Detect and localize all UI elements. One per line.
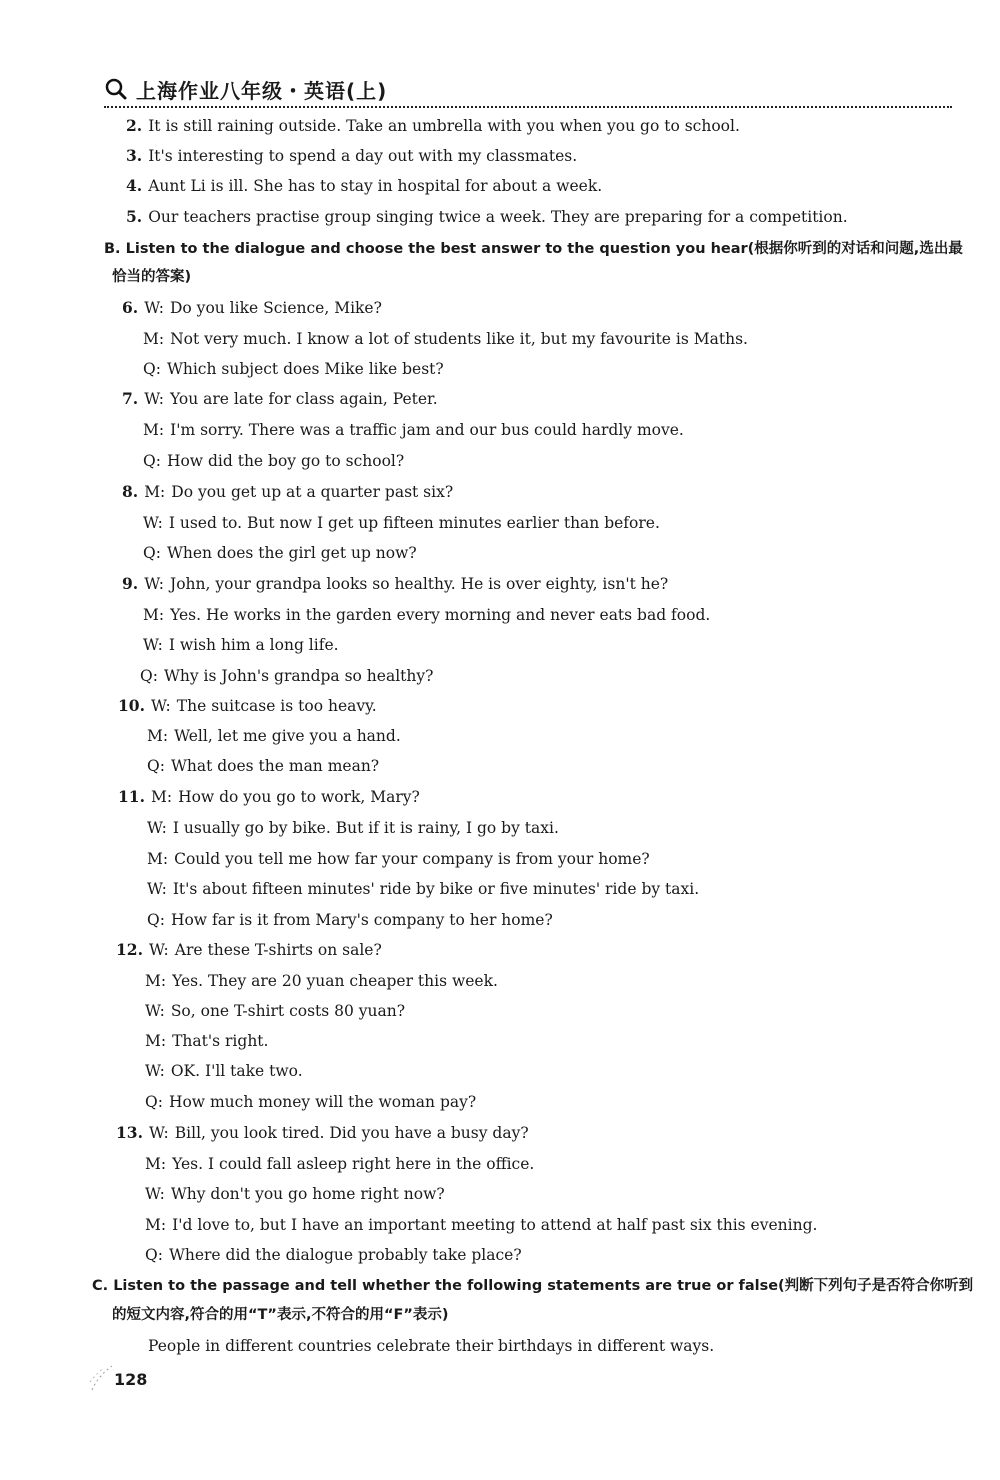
line-text: You are late for class again, Peter. xyxy=(170,390,438,408)
text-line xyxy=(145,1244,522,1266)
speaker-label: W: xyxy=(148,941,169,959)
item-number: 7. xyxy=(122,389,139,408)
line-text: People in different countries celebrate their birthdays in different ways. xyxy=(148,1337,715,1355)
item-number: 3. xyxy=(126,146,143,165)
line-text: 恰当的答案) xyxy=(112,269,192,285)
text-line xyxy=(143,604,710,626)
speaker-label: W: xyxy=(147,819,167,837)
line-text: Yes. They are 20 yuan cheaper this week. xyxy=(172,972,498,990)
book-title: 上海作业八年级・英语(上) xyxy=(136,78,388,103)
speaker-label: W: xyxy=(148,1124,169,1142)
item-number: 9. xyxy=(122,574,139,593)
line-text: What does the man mean? xyxy=(170,757,380,775)
text-line xyxy=(126,145,577,167)
text-line xyxy=(143,542,417,564)
speaker-label: W: xyxy=(143,636,163,654)
line-text: I'm sorry. There was a traffic jam and our bus could hardly move. xyxy=(170,421,684,439)
line-text: The suitcase is too heavy. xyxy=(176,697,377,715)
text-line xyxy=(143,328,748,350)
speaker-label: M: xyxy=(145,1155,167,1173)
item-number: 10. xyxy=(118,696,145,715)
text-line xyxy=(118,695,377,717)
text-line xyxy=(122,481,453,503)
text-line xyxy=(143,512,660,534)
line-text: How do you go to work, Mary? xyxy=(178,788,420,806)
section-heading xyxy=(92,1275,973,1297)
magnifier-icon xyxy=(104,77,128,101)
line-text: It's interesting to spend a day out with my classmates. xyxy=(148,147,578,165)
line-text: That's right. xyxy=(172,1032,269,1050)
corner-decoration-icon xyxy=(88,1362,114,1392)
page-header xyxy=(104,72,387,106)
line-text: OK. I'll take two. xyxy=(170,1062,303,1080)
line-text: 的短文内容,符合的用“T”表示,不符合的用“F”表示) xyxy=(112,1307,449,1323)
text-line xyxy=(143,634,339,656)
speaker-label: W: xyxy=(145,1062,165,1080)
line-text: Why is John's grandpa so healthy? xyxy=(163,667,434,685)
text-line xyxy=(147,725,401,747)
line-text: Are these T-shirts on sale? xyxy=(174,941,382,959)
text-line xyxy=(140,665,433,687)
text-line xyxy=(122,573,668,595)
speaker-label: Q: xyxy=(143,544,161,562)
speaker-label: Q: xyxy=(147,911,165,929)
line-text: Yes. I could fall asleep right here in the office. xyxy=(172,1155,535,1173)
speaker-label: W: xyxy=(144,299,164,317)
speaker-label: M: xyxy=(143,606,165,624)
line-text: John, your grandpa looks so healthy. He is over eighty, isn't he? xyxy=(170,575,669,593)
line-text: Do you like Science, Mike? xyxy=(170,299,382,317)
text-line xyxy=(122,388,438,410)
speaker-label: Q: xyxy=(140,667,158,685)
text-line xyxy=(147,817,559,839)
text-line xyxy=(147,909,553,931)
line-text: Aunt Li is ill. She has to stay in hospital for about a week. xyxy=(148,177,603,195)
text-line xyxy=(118,786,420,808)
line-text: Where did the dialogue probably take place? xyxy=(168,1246,522,1264)
text-line xyxy=(145,1000,405,1022)
line-text: Why don't you go home right now? xyxy=(170,1185,445,1203)
line-text: So, one T-shirt costs 80 yuan? xyxy=(170,1002,406,1020)
speaker-label: Q: xyxy=(143,452,161,470)
text-line xyxy=(143,450,404,472)
speaker-label: W: xyxy=(145,1185,165,1203)
item-number: 2. xyxy=(126,116,143,135)
line-text: I usually go by bike. But if it is rainy, I go by taxi. xyxy=(172,819,559,837)
section-heading xyxy=(104,238,963,260)
text-line xyxy=(147,848,650,870)
speaker-label: W: xyxy=(147,880,167,898)
item-number: 13. xyxy=(116,1123,143,1142)
line-text: I wish him a long life. xyxy=(168,636,339,654)
item-number: 4. xyxy=(126,176,143,195)
text-line xyxy=(148,1335,714,1357)
text-line xyxy=(143,419,684,441)
text-line xyxy=(145,1183,445,1205)
speaker-label: W: xyxy=(150,697,171,715)
text-line xyxy=(145,1214,817,1236)
item-number: 8. xyxy=(122,482,139,501)
text-line xyxy=(143,358,444,380)
line-text: Do you get up at a quarter past six? xyxy=(171,483,454,501)
item-number: 5. xyxy=(126,207,143,226)
speaker-label: W: xyxy=(145,1002,165,1020)
line-text: Yes. He works in the garden every morning and never eats bad food. xyxy=(170,606,711,624)
speaker-label: Q: xyxy=(143,360,161,378)
speaker-label: M: xyxy=(145,1216,167,1234)
text-line xyxy=(147,878,699,900)
line-text: How did the boy go to school? xyxy=(166,452,405,470)
text-line xyxy=(116,1122,529,1144)
line-text: Which subject does Mike like best? xyxy=(166,360,444,378)
section-heading xyxy=(112,1304,449,1326)
text-line xyxy=(122,297,382,319)
line-text: Our teachers practise group singing twice a week. They are preparing for a competition. xyxy=(148,208,848,226)
text-line xyxy=(126,206,848,228)
speaker-label: M: xyxy=(143,421,165,439)
line-text: I'd love to, but I have an important meeting to attend at half past six this evening. xyxy=(172,1216,818,1234)
item-number: 11. xyxy=(118,787,145,806)
speaker-label: M: xyxy=(150,788,173,806)
page-number: 128 xyxy=(114,1370,148,1389)
line-text: When does the girl get up now? xyxy=(166,544,417,562)
speaker-label: W: xyxy=(144,390,164,408)
line-text: B. Listen to the dialogue and choose the best answer to the question you hear(根据你听到的对话和问题,选出最 xyxy=(104,241,963,257)
text-line xyxy=(145,1030,268,1052)
line-text: It is still raining outside. Take an umbrella with you when you go to school. xyxy=(148,117,740,135)
line-text: Bill, you look tired. Did you have a busy day? xyxy=(174,1124,529,1142)
text-line xyxy=(145,1060,303,1082)
text-line xyxy=(147,755,379,777)
line-text: How much money will the woman pay? xyxy=(168,1093,477,1111)
speaker-label: M: xyxy=(145,972,167,990)
section-heading xyxy=(112,266,191,288)
line-text: Well, let me give you a hand. xyxy=(174,727,401,745)
text-line xyxy=(145,970,498,992)
speaker-label: Q: xyxy=(145,1246,163,1264)
speaker-label: M: xyxy=(147,850,169,868)
text-line xyxy=(145,1153,534,1175)
line-text: It's about fifteen minutes' ride by bike or five minutes' ride by taxi. xyxy=(172,880,700,898)
line-text: Could you tell me how far your company is from your home? xyxy=(174,850,650,868)
speaker-label: M: xyxy=(147,727,169,745)
line-text: I used to. But now I get up fifteen minutes earlier than before. xyxy=(168,514,660,532)
speaker-label: W: xyxy=(144,575,164,593)
speaker-label: W: xyxy=(143,514,163,532)
line-text: How far is it from Mary's company to her home? xyxy=(170,911,553,929)
line-text: Not very much. I know a lot of students like it, but my favourite is Maths. xyxy=(170,330,748,348)
item-number: 12. xyxy=(116,940,143,959)
speaker-label: M: xyxy=(143,330,165,348)
header-divider xyxy=(104,106,952,108)
speaker-label: Q: xyxy=(145,1093,163,1111)
text-line xyxy=(126,175,602,197)
speaker-label: M: xyxy=(145,1032,167,1050)
speaker-label: Q: xyxy=(147,757,165,775)
text-line xyxy=(116,939,382,961)
speaker-label: M: xyxy=(144,483,166,501)
item-number: 6. xyxy=(122,298,139,317)
text-line xyxy=(145,1091,476,1113)
text-line xyxy=(126,115,740,137)
line-text: C. Listen to the passage and tell whether the following statements are true or false(判断下列句子是否符合你听到 xyxy=(92,1278,974,1294)
